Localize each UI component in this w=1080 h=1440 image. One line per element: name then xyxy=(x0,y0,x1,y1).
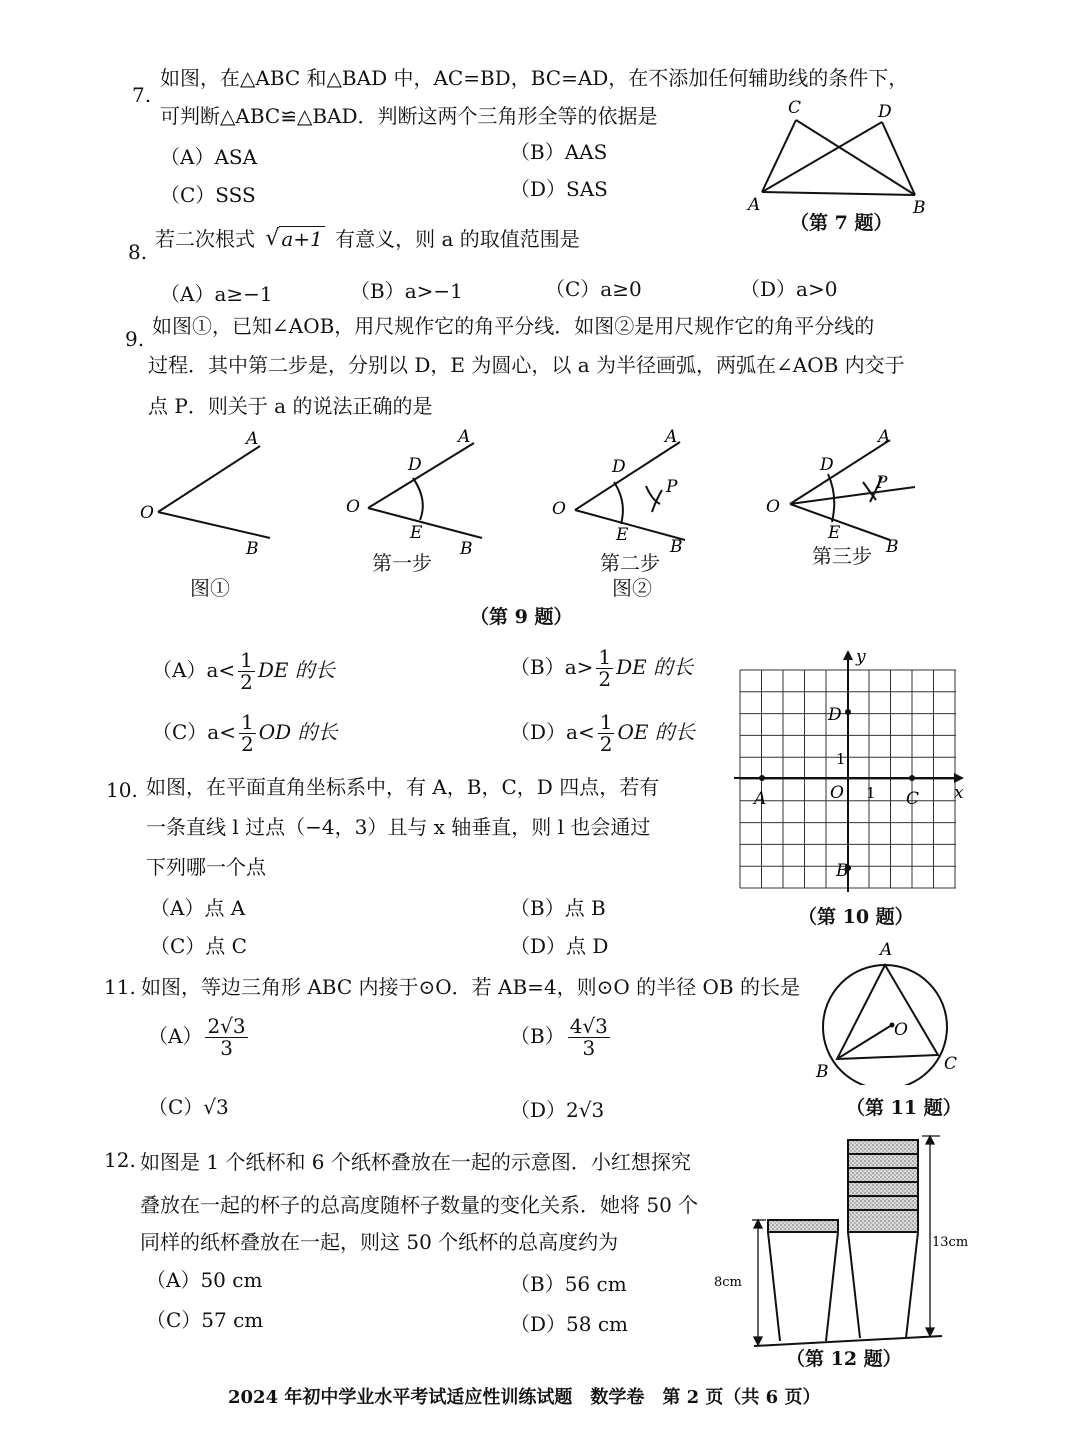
q9-caption: （第 9 题） xyxy=(470,606,573,628)
q7-option-c: （C）SSS xyxy=(160,183,256,207)
q10-origin: O xyxy=(830,783,844,803)
q9-fig1-label-o: O xyxy=(140,503,154,523)
q8-radicand: a+1 xyxy=(281,227,323,251)
q9-option-a xyxy=(152,650,335,693)
q9-opt-d-frac: $\frac{1}{2}$ xyxy=(599,710,613,756)
q11-label-c: C xyxy=(944,1054,958,1074)
q12-caption: （第 12 题） xyxy=(786,1348,902,1370)
q7-caption: （第 7 题） xyxy=(790,212,893,234)
q9-s2-label-p: P xyxy=(666,477,678,497)
q7-option-d: （D）SAS xyxy=(510,177,608,201)
q9-s1-label-a: A xyxy=(458,427,471,447)
q9-fig1-label-a: A xyxy=(246,429,259,449)
q9-stem-line3: 点 P．则关于 a 的说法正确的是 xyxy=(148,394,433,418)
q9-step1-caption: 第一步 xyxy=(372,551,432,575)
q9-opt-b-post: DE 的长 xyxy=(616,655,694,679)
q11-opt-a-label: （A） xyxy=(148,1024,203,1048)
q9-fig1-caption: 图① xyxy=(190,576,230,600)
q11-label-a: A xyxy=(880,940,893,960)
q9-opt-a-pre: （A）a< xyxy=(152,658,236,682)
q9-s2-label-d: D xyxy=(612,457,626,477)
q11-label-o: O xyxy=(894,1020,908,1040)
q12-stem-line2: 叠放在一起的杯子的总高度随杯子数量的变化关系．她将 50 个 xyxy=(140,1193,699,1217)
q12-cups-figure xyxy=(700,1128,980,1358)
q9-fig1-label-b: B xyxy=(246,539,259,559)
q9-figures xyxy=(130,420,950,600)
q12-option-b: （B）56 cm xyxy=(510,1272,627,1296)
q8-option-d: （D）a>0 xyxy=(740,277,838,301)
q11-number: 11. xyxy=(104,975,136,999)
q9-s2-label-o: O xyxy=(552,499,566,519)
q7-option-b: （B）AAS xyxy=(510,140,608,164)
q10-option-d: （D）点 D xyxy=(510,934,609,958)
q10-axis-y: y xyxy=(856,648,866,667)
q9-step2-caption: 第二步 xyxy=(600,551,660,575)
q9-step3-caption: 第三步 xyxy=(812,544,872,568)
q9-s1-label-d: D xyxy=(408,455,422,475)
q11-opt-b-label: （B） xyxy=(510,1024,565,1048)
q9-opt-d-pre: （D）a< xyxy=(510,720,595,744)
q9-s3-label-b: B xyxy=(886,537,899,557)
q8-stem-post: 有意义，则 a 的取值范围是 xyxy=(335,227,580,251)
q9-s1-label-b: B xyxy=(460,539,473,559)
q8-stem-pre: 若二次根式 xyxy=(155,227,255,251)
q9-s2-label-e: E xyxy=(616,525,629,545)
q12-stem-line3: 同样的纸杯叠放在一起，则这 50 个纸杯的总高度约为 xyxy=(140,1230,619,1254)
q7-label-a: A xyxy=(748,195,761,215)
q9-s3-label-a: A xyxy=(878,427,891,447)
q10-stem-line3: 下列哪一个点 xyxy=(146,855,266,879)
q12-option-d: （D）58 cm xyxy=(510,1312,629,1336)
q9-opt-a-post: DE 的长 xyxy=(257,658,335,682)
q7-stem-line2: 可判断△ABC≌△BAD．判断这两个三角形全等的依据是 xyxy=(160,104,658,128)
q8-stem xyxy=(155,227,580,252)
q9-fig2-caption: 图② xyxy=(612,576,652,600)
q10-option-c: （C）点 C xyxy=(150,934,247,958)
q11-option-d: （D）2√3 xyxy=(510,1098,605,1122)
q9-s3-label-d: D xyxy=(820,455,834,475)
q10-number: 10. xyxy=(106,778,138,802)
q10-point-c: C xyxy=(906,789,920,809)
q9-opt-c-pre: （C）a< xyxy=(152,720,236,744)
q11-figure xyxy=(810,935,980,1085)
q9-s3-label-p: P xyxy=(876,473,888,493)
q11-option-c: （C）√3 xyxy=(148,1095,229,1119)
q10-caption: （第 10 题） xyxy=(798,906,914,928)
q10-point-b: B xyxy=(836,861,849,881)
q11-stem: 如图，等边三角形 ABC 内接于⊙O．若 AB=4，则⊙O 的半径 OB 的长是 xyxy=(141,975,800,999)
q9-opt-b-pre: （B）a> xyxy=(510,655,594,679)
q9-stem-line2: 过程．其中第二步是，分别以 D，E 为圆心，以 a 为半径画弧，两弧在∠AOB 内交于 xyxy=(148,353,905,377)
q12-height-stack: 13cm xyxy=(932,1235,969,1250)
q9-opt-c-frac: $\frac{1}{2}$ xyxy=(240,710,254,756)
q11-option-a xyxy=(148,1016,251,1059)
q7-stem-line1: 如图，在△ABC 和△BAD 中，AC=BD，BC=AD，在不添加任何辅助线的条件下， xyxy=(160,66,909,90)
page-footer: 2024 年初中学业水平考试适应性训练试题 数学卷 第 2 页（共 6 页） xyxy=(228,1387,821,1408)
q12-height-single: 8cm xyxy=(714,1275,742,1290)
q12-option-c: （C）57 cm xyxy=(146,1308,264,1332)
q11-opt-b-frac: $\frac{4√3}{3}$ xyxy=(569,1014,608,1060)
q7-option-a: （A）ASA xyxy=(160,145,258,169)
q12-number: 12. xyxy=(104,1148,136,1172)
q9-opt-c-post: OD 的长 xyxy=(258,720,338,744)
q11-caption: （第 11 题） xyxy=(846,1097,962,1119)
q11-opt-a-frac: $\frac{2√3}{3}$ xyxy=(207,1014,246,1060)
q9-option-d xyxy=(510,712,695,755)
q10-option-b: （B）点 B xyxy=(510,896,606,920)
q12-stem-line1: 如图是 1 个纸杯和 6 个纸杯叠放在一起的示意图．小红想探究 xyxy=(140,1150,691,1174)
q9-s2-label-b: B xyxy=(670,537,683,557)
q11-label-b: B xyxy=(816,1062,829,1082)
q8-option-c: （C）a≥0 xyxy=(545,277,642,301)
q10-point-a: A xyxy=(754,789,767,809)
q9-option-b xyxy=(510,647,693,690)
q7-label-c: C xyxy=(788,98,802,118)
q9-stem-line1: 如图①，已知∠AOB，用尺规作它的角平分线．如图②是用尺规作它的角平分线的 xyxy=(152,314,875,338)
q9-opt-b-frac: $\frac{1}{2}$ xyxy=(598,645,612,691)
q8-option-b: （B）a>−1 xyxy=(350,279,463,303)
q9-number: 9. xyxy=(125,327,145,351)
q9-s2-label-a: A xyxy=(665,427,678,447)
q12-option-a: （A）50 cm xyxy=(146,1268,263,1292)
q10-coordinate-grid xyxy=(730,648,970,908)
q10-option-a: （A）点 A xyxy=(150,896,246,920)
q11-option-b xyxy=(510,1016,613,1059)
q10-stem-line2: 一条直线 l 过点（−4，3）且与 x 轴垂直，则 l 也会通过 xyxy=(146,815,651,839)
q7-label-d: D xyxy=(878,102,892,122)
q8-radical: √ a+1 xyxy=(265,226,323,251)
q9-s1-label-o: O xyxy=(346,497,360,517)
q9-s3-label-o: O xyxy=(766,497,780,517)
q10-stem-line1: 如图，在平面直角坐标系中，有 A，B，C，D 四点，若有 xyxy=(146,775,660,799)
q7-number: 7. xyxy=(132,83,152,107)
q9-s3-label-e: E xyxy=(828,523,841,543)
q9-opt-a-frac: $\frac{1}{2}$ xyxy=(240,648,253,694)
q10-tick-y1: 1 xyxy=(836,750,846,768)
q9-s1-label-e: E xyxy=(410,523,423,543)
q9-option-c xyxy=(152,712,338,755)
q7-label-b: B xyxy=(913,198,926,218)
q10-axis-x: x xyxy=(954,783,964,803)
q8-option-a: （A）a≥−1 xyxy=(160,282,273,306)
q9-opt-d-post: OE 的长 xyxy=(617,720,695,744)
q10-tick-x1: 1 xyxy=(866,784,876,802)
q10-point-d: D xyxy=(828,705,842,725)
q8-number: 8. xyxy=(128,240,148,264)
